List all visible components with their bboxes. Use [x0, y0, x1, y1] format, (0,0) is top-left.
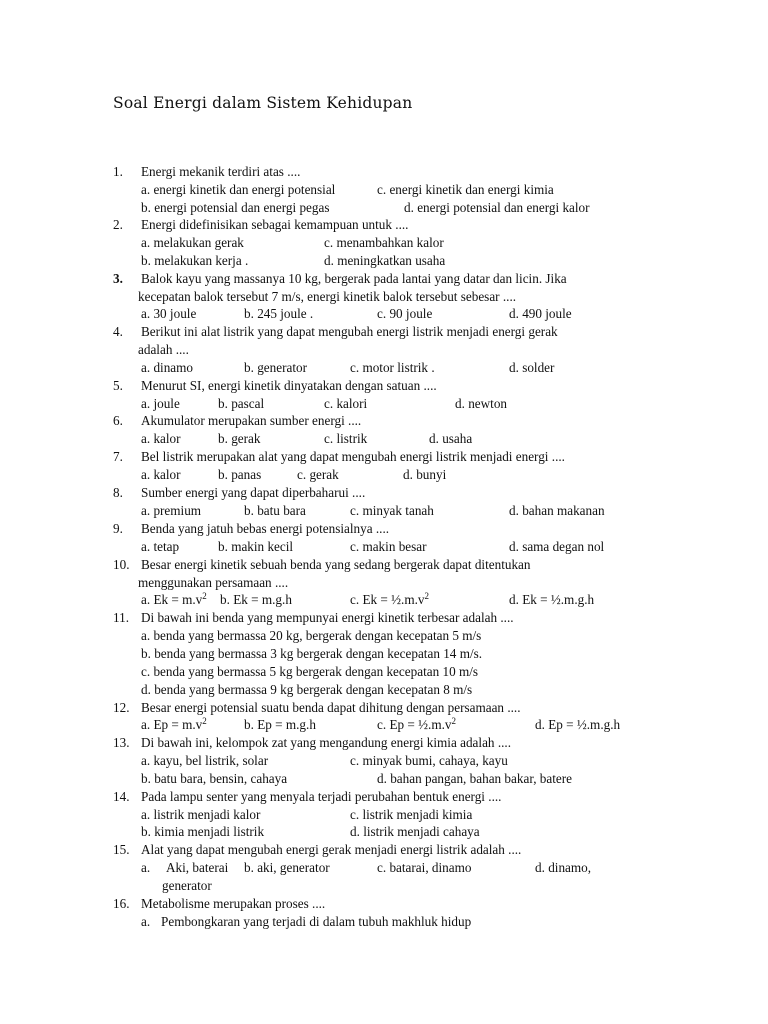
- question-number: 9.: [113, 521, 123, 536]
- option-d: d. bunyi: [403, 467, 447, 482]
- option-d: d. energi potensial dan energi kalor: [404, 200, 590, 215]
- option-b: b. melakukan kerja .: [141, 253, 249, 268]
- option-b: b. kimia menjadi listrik: [141, 824, 265, 839]
- option-a-letter: a.: [141, 914, 151, 929]
- question-number: 10.: [113, 557, 130, 572]
- option-b: b. Ek = m.g.h: [220, 592, 292, 607]
- option-a-letter: a.: [141, 860, 151, 875]
- option-b: b. panas: [218, 467, 262, 482]
- option-a: a. melakukan gerak: [141, 235, 244, 250]
- question-number: 4.: [113, 324, 123, 339]
- exponent: 2: [451, 716, 456, 726]
- question-number: 6.: [113, 413, 123, 428]
- option-d: d. solder: [509, 360, 555, 375]
- option-d: d. sama degan nol: [509, 539, 605, 554]
- option-a-text: a. Ep = m.v: [141, 717, 203, 732]
- option-a: [141, 716, 207, 734]
- option-d: d. Ek = ½.m.g.h: [509, 592, 595, 607]
- option-a: a. benda yang bermassa 20 kg, bergerak dengan kecepatan 5 m/s: [141, 628, 482, 643]
- option-a: a. energi kinetik dan energi potensial: [141, 182, 336, 197]
- question-text: Metabolisme merupakan proses ....: [141, 896, 326, 911]
- option-b: b. aki, generator: [244, 860, 330, 875]
- question-number: 15.: [113, 842, 130, 857]
- question-number: 14.: [113, 789, 130, 804]
- option-b: b. benda yang bermassa 3 kg bergerak dengan kecepatan 14 m/s.: [141, 646, 483, 661]
- question-text: Di bawah ini benda yang mempunyai energi kinetik terbesar adalah ....: [141, 610, 514, 625]
- option-c: c. benda yang bermassa 5 kg bergerak dengan kecepatan 10 m/s: [141, 664, 479, 679]
- question-number: 1.: [113, 164, 123, 179]
- option-d: d. 490 joule: [509, 306, 572, 321]
- option-a: a. kalor: [141, 431, 181, 446]
- option-a: a. joule: [141, 396, 180, 411]
- exponent: 2: [424, 591, 429, 601]
- option-c: c. minyak bumi, cahaya, kayu: [350, 753, 508, 768]
- option-b: b. batu bara: [244, 503, 306, 518]
- question-text: Balok kayu yang massanya 10 kg, bergerak pada lantai yang datar dan licin. Jika: [141, 271, 567, 286]
- option-b: b. 245 joule .: [244, 306, 314, 321]
- option-d: d. Ep = ½.m.g.h: [535, 717, 621, 732]
- question-number: 12.: [113, 700, 130, 715]
- exponent: 2: [202, 716, 207, 726]
- option-b: b. batu bara, bensin, cahaya: [141, 771, 288, 786]
- option-c: [350, 591, 429, 609]
- option-b: b. generator: [244, 360, 307, 375]
- option-d: d. meningkatkan usaha: [324, 253, 446, 268]
- exponent: 2: [202, 591, 207, 601]
- question-number: 16.: [113, 896, 130, 911]
- question-text: Di bawah ini, kelompok zat yang mengandung energi kimia adalah ....: [141, 735, 512, 750]
- option-b: b. Ep = m.g.h: [244, 717, 316, 732]
- option-d: d. benda yang bermassa 9 kg bergerak dengan kecepatan 8 m/s: [141, 682, 473, 697]
- option-c: c. 90 joule: [377, 306, 433, 321]
- question-text: Alat yang dapat mengubah energi gerak menjadi energi listrik adalah ....: [141, 842, 522, 857]
- question-text: Energi didefinisikan sebagai kemampuan untuk ....: [141, 217, 409, 232]
- option-a: Aki, baterai: [166, 860, 229, 875]
- option-b: b. pascal: [218, 396, 265, 411]
- question-number: 13.: [113, 735, 130, 750]
- option-c: [377, 716, 456, 734]
- option-c-text: c. Ek = ½.m.v: [350, 592, 425, 607]
- option-b: b. energi potensial dan energi pegas: [141, 200, 330, 215]
- option-a: Pembongkaran yang terjadi di dalam tubuh makhluk hidup: [161, 914, 472, 929]
- question-number: 8.: [113, 485, 123, 500]
- option-d: d. bahan pangan, bahan bakar, batere: [377, 771, 572, 786]
- option-a: a. kalor: [141, 467, 181, 482]
- option-c: c. batarai, dinamo: [377, 860, 472, 875]
- option-c: c. gerak: [297, 467, 339, 482]
- option-a: a. tetap: [141, 539, 180, 554]
- option-c: c. energi kinetik dan energi kimia: [377, 182, 554, 197]
- option-a: [141, 591, 207, 609]
- question-text: Besar energi kinetik sebuah benda yang sedang bergerak dapat ditentukan: [141, 557, 531, 572]
- question-text: Menurut SI, energi kinetik dinyatakan dengan satuan ....: [141, 378, 437, 393]
- option-c: c. menambahkan kalor: [324, 235, 444, 250]
- option-a: a. dinamo: [141, 360, 194, 375]
- option-c: c. listrik menjadi kimia: [350, 807, 473, 822]
- question-text: Energi mekanik terdiri atas ....: [141, 164, 301, 179]
- option-d: d. usaha: [429, 431, 473, 446]
- question-text: Bel listrik merupakan alat yang dapat mengubah energi listrik menjadi energi ....: [141, 449, 565, 464]
- question-number: 2.: [113, 217, 123, 232]
- option-c: c. kalori: [324, 396, 368, 411]
- question-text-continued: adalah ....: [138, 342, 189, 357]
- option-a: a. kayu, bel listrik, solar: [141, 753, 269, 768]
- option-c: c. minyak tanah: [350, 503, 434, 518]
- option-c-text: c. Ep = ½.m.v: [377, 717, 452, 732]
- option-d-continued: generator: [162, 878, 212, 893]
- question-text: Sumber energi yang dapat diperbaharui ....: [141, 485, 366, 500]
- option-c: c. listrik: [324, 431, 368, 446]
- option-d: d. newton: [455, 396, 508, 411]
- option-c: c. makin besar: [350, 539, 427, 554]
- question-number: 3.: [113, 271, 123, 286]
- question-text: Akumulator merupakan sumber energi ....: [141, 413, 362, 428]
- option-a: a. 30 joule: [141, 306, 197, 321]
- option-d: d. listrik menjadi cahaya: [350, 824, 480, 839]
- option-a: a. premium: [141, 503, 202, 518]
- option-b: b. gerak: [218, 431, 261, 446]
- question-text-continued: kecepatan balok tersebut 7 m/s, energi kinetik balok tersebut sebesar ....: [138, 289, 517, 304]
- question-text: Besar energi potensial suatu benda dapat dihitung dengan persamaan ....: [141, 700, 521, 715]
- option-d: d. bahan makanan: [509, 503, 605, 518]
- question-text: Benda yang jatuh bebas energi potensialnya ....: [141, 521, 390, 536]
- option-a-text: a. Ek = m.v: [141, 592, 203, 607]
- option-b: b. makin kecil: [218, 539, 294, 554]
- question-number: 5.: [113, 378, 123, 393]
- option-a: a. listrik menjadi kalor: [141, 807, 261, 822]
- option-c: c. motor listrik .: [350, 360, 435, 375]
- page-title: Soal Energi dalam Sistem Kehidupan: [113, 94, 413, 112]
- question-text: Pada lampu senter yang menyala terjadi perubahan bentuk energi ....: [141, 789, 502, 804]
- question-text-continued: menggunakan persamaan ....: [138, 575, 289, 590]
- option-d: d. dinamo,: [535, 860, 592, 875]
- question-number: 7.: [113, 449, 123, 464]
- question-number: 11.: [113, 610, 129, 625]
- question-text: Berikut ini alat listrik yang dapat mengubah energi listrik menjadi energi gerak: [141, 324, 558, 339]
